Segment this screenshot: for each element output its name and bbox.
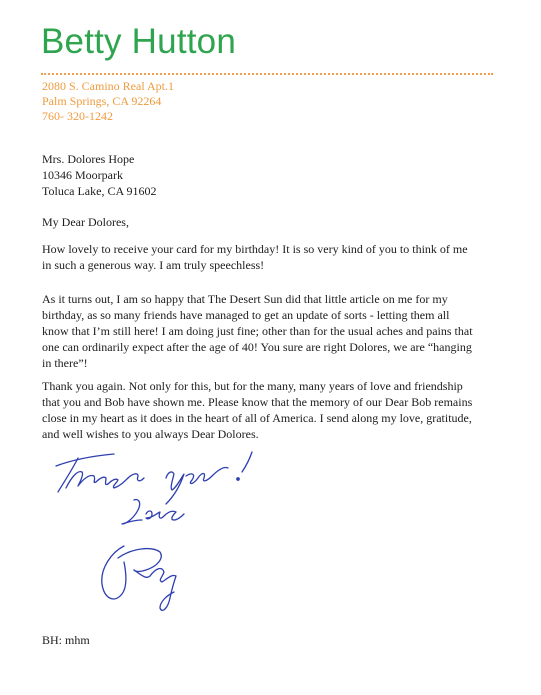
paragraph-line: How lovely to receive your card for my birthday! It is so very kind of you to think of me xyxy=(42,242,468,256)
typist-initials: BH: mhm xyxy=(42,633,90,647)
signature-you-stroke xyxy=(166,472,184,504)
letterhead-divider xyxy=(41,73,493,75)
paragraph-line: in such a generous way. I am truly speechless! xyxy=(42,258,265,272)
paragraph-line: close in my heart as it does in the heart of all of America. I send along my love, gratitude, xyxy=(42,411,472,425)
recipient-street: 10346 Moorpark xyxy=(42,168,123,182)
paragraph-line: that you and Bob have shown me. Please know that the memory of our Dear Bob remains xyxy=(42,395,473,409)
address-city: Palm Springs, CA 92264 xyxy=(42,94,162,108)
paragraph-1 xyxy=(42,241,502,273)
address-street: 2080 S. Camino Real Apt.1 xyxy=(42,79,174,93)
signature-thanks-stroke xyxy=(56,454,114,466)
paragraph-line: in there”! xyxy=(42,356,88,370)
recipient-city: Toluca Lake, CA 91602 xyxy=(42,184,157,198)
signature-exclaim-stroke xyxy=(242,452,252,472)
paragraph-3 xyxy=(42,378,502,442)
paragraph-2 xyxy=(42,291,502,371)
signature-love-stroke xyxy=(122,499,142,524)
handwritten-signature xyxy=(42,448,282,618)
paragraph-line: As it turns out, I am so happy that The Desert Sun did that little article on me for my xyxy=(42,292,448,306)
salutation: My Dear Dolores, xyxy=(42,215,129,229)
letterhead-name: Betty Hutton xyxy=(41,22,237,61)
paragraph-line: Thank you again. Not only for this, but for the many, many years of love and friendship xyxy=(42,379,463,393)
recipient-name: Mrs. Dolores Hope xyxy=(42,152,135,166)
signature-thanks-stroke xyxy=(66,472,128,488)
paragraph-line: know that I’m still here! I am doing just fine; other than for the usual aches and pains that xyxy=(42,324,473,338)
signature-exclaim-dot xyxy=(237,478,239,480)
signature-betty-stroke xyxy=(134,569,176,611)
paragraph-line: birthday, as so many friends have managed to get an update of sorts - letting them all xyxy=(42,308,450,322)
signature-thanks-stroke xyxy=(128,474,144,481)
address-phone: 760- 320-1242 xyxy=(42,109,113,123)
paragraph-line: and well wishes to you always Dear Dolores. xyxy=(42,427,259,441)
paragraph-line: one can ordinarily expect after the age of 40! You sure are right Dolores, we are “hanging xyxy=(42,340,472,354)
signature-love-stroke xyxy=(146,511,184,520)
signature-you-stroke xyxy=(186,467,228,483)
signature-betty-stroke xyxy=(102,546,126,599)
